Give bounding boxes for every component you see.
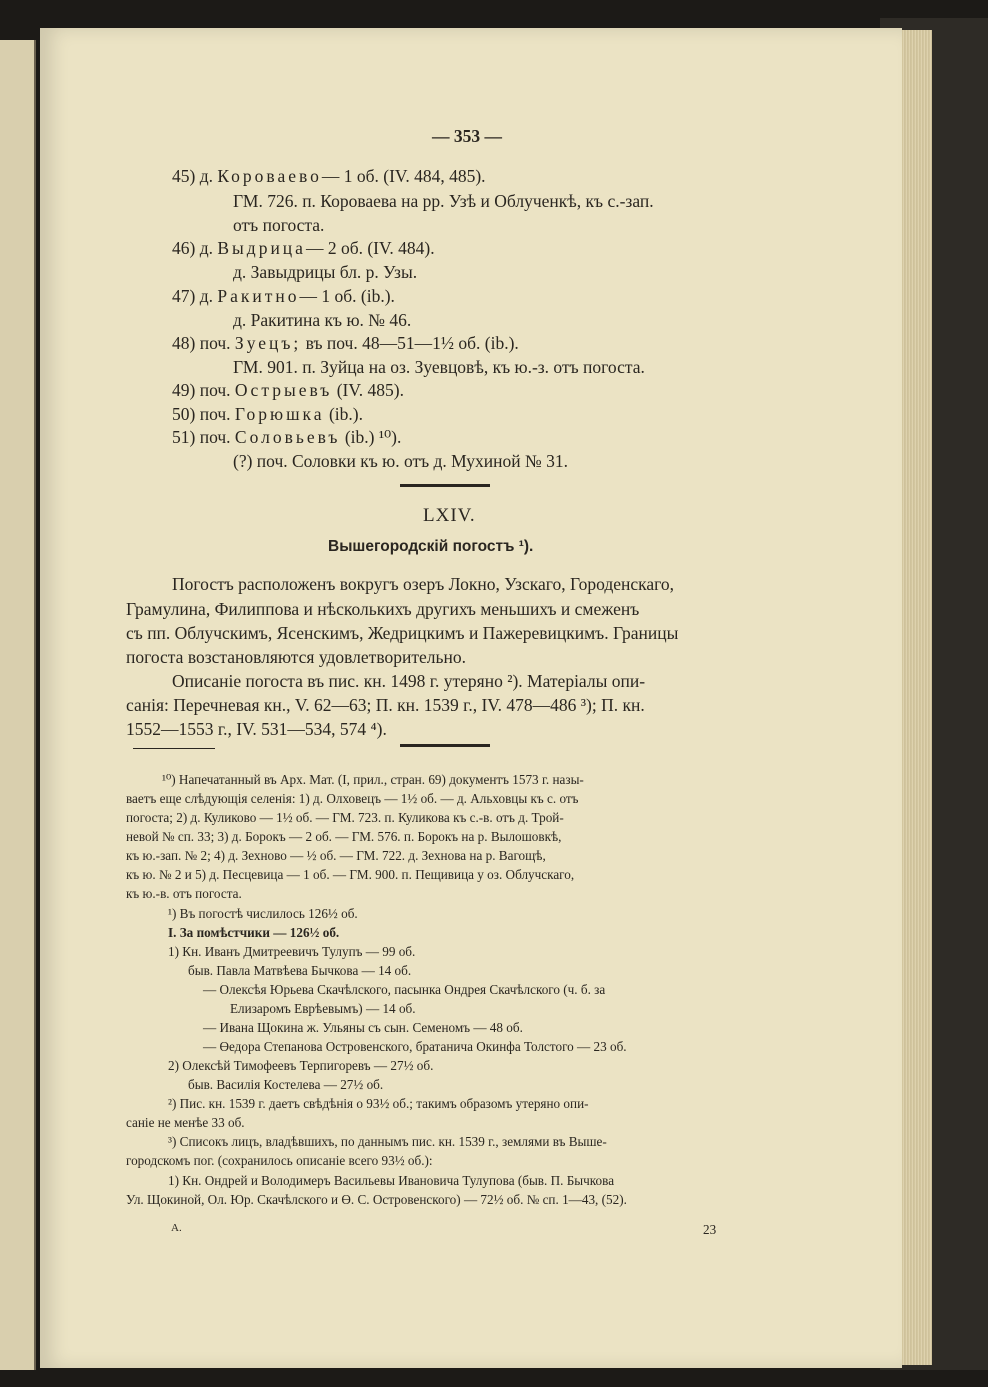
entry-48 [172, 333, 519, 354]
entry-name: Выдрица [217, 238, 306, 258]
footnote-line: I. За помѣстчики — 126½ об. [168, 925, 340, 940]
footnote-line: къ ю.-зап. № 2; 4) д. Зехново — ½ об. — ГМ. 722. д. Зехнова на р. Вагощѣ, [126, 848, 546, 863]
footnote-line: ³) Списокъ лицъ, владѣвшихъ, по даннымъ пис. кн. 1539 г., землями въ Выше- [168, 1134, 607, 1149]
footnote-line: погоста; 2) д. Куликово — 1½ об. — ГМ. 723. п. Куликова къ с.-в. отъ д. Трой- [126, 810, 564, 825]
body-line: съ пп. Облучскимъ, Ясенскимъ, Жедрицкимъ и Пажеревицкимъ. Границы [126, 623, 679, 643]
footnote-line: невой № сп. 33; 3) д. Борокъ — 2 об. — ГМ. 576. п. Борокъ на р. Вылошовкѣ, [126, 829, 562, 844]
entry-rest: — 1 об. (IV. 484, 485). [321, 166, 486, 186]
entry-name: Соловьевъ [234, 427, 341, 447]
entry-note: д. Завыдрицы бл. р. Узы. [233, 262, 418, 282]
footnote-line: саніе не менѣе 33 об. [126, 1115, 245, 1130]
entry-name: Короваево [217, 166, 322, 186]
footnote-line: 2) Олексѣй Тимофеевъ Терпигоревъ — 27½ об. [168, 1058, 434, 1073]
entry-rest: въ поч. 48—51—1½ об. (ib.). [305, 333, 519, 353]
footnote-divider [400, 744, 490, 747]
body-line: санія: Перечневая кн., V. 62—63; П. кн. 1539 г., IV. 478—486 ³); П. кн. [126, 695, 645, 715]
footnote-line: ¹⁰) Напечатанный въ Арх. Мат. (I, прил., стран. 69) документъ 1573 г. назы- [162, 772, 584, 787]
footnote-line: Ул. Щокиной, Ол. Юр. Скачѣлского и Ө. С. Островенского) — 72½ об. № сп. 1—43, (52). [126, 1192, 627, 1207]
entry-note: (?) поч. Соловки къ ю. отъ д. Мухиной № 31. [233, 451, 568, 471]
body-line: Погостъ расположенъ вокругъ озеръ Локно, Узскаго, Городенскаго, [172, 574, 674, 594]
book-page [40, 28, 902, 1368]
entry-number: 46) д. [172, 238, 213, 258]
entry-rest: — 2 об. (IV. 484). [305, 238, 435, 258]
entry-number: 45) д. [172, 166, 213, 186]
entry-name: Зуецъ; [234, 333, 302, 353]
entry-name: Острыевъ [234, 380, 333, 400]
entry-number: 48) поч. [172, 333, 231, 353]
footnote-line: Елизаромъ Еврѣевымъ) — 14 об. [230, 1001, 416, 1016]
entry-note: отъ погоста. [233, 215, 325, 235]
footnote-line: къ ю. № 2 и 5) д. Песцевица — 1 об. — ГМ. 900. п. Пещивица у оз. Облучскаго, [126, 867, 575, 882]
footnote-line: городскомъ пог. (сохранилось описаніе всего 93½ об.): [126, 1153, 433, 1168]
footnote-line: — Олексѣя Юрьева Скачѣлского, пасынка Ондрея Скачѣлского (ч. б. за [203, 982, 606, 997]
left-page-edge [0, 40, 36, 1370]
entry-name: Ракитно [217, 286, 300, 306]
entry-47 [172, 286, 395, 307]
footnote-line: 1) Кн. Ондрей и Володимеръ Васильевы Ивановича Тулупова (быв. П. Бычкова [168, 1173, 615, 1188]
footnote-line: ²) Пис. кн. 1539 г. даетъ свѣдѣнія о 93½ об.; такимъ образомъ утеряно опи- [168, 1096, 589, 1111]
section-number: LXIV. [423, 505, 476, 526]
footnote-line: къ ю.-в. отъ погоста. [126, 886, 242, 901]
footnote-line: — Ивана Щокина ж. Ульяны съ сын. Семеномъ — 48 об. [203, 1020, 523, 1035]
footnote-line: быв. Павла Матвѣева Бычкова — 14 об. [188, 963, 412, 978]
body-line: 1552—1553 г., IV. 531—534, 574 ⁴). [126, 719, 387, 739]
entry-note: ГМ. 726. п. Короваева на рр. Узѣ и Облученкѣ, къ с.-зап. [233, 191, 654, 211]
entry-number: 51) поч. [172, 427, 231, 447]
entry-46 [172, 238, 435, 259]
section-divider [400, 484, 490, 487]
entry-note: д. Ракитина къ ю. № 46. [233, 310, 412, 330]
footnote-line: — Өедора Степанова Островенского, братанича Окинфа Толстого — 23 об. [203, 1039, 627, 1054]
entry-number: 47) д. [172, 286, 213, 306]
footnote-separator [133, 748, 215, 749]
entry-45 [172, 166, 486, 187]
footnote-line: быв. Василія Костелева — 27½ об. [188, 1077, 384, 1092]
entry-rest: (IV. 485). [336, 380, 404, 400]
entry-number: 49) поч. [172, 380, 231, 400]
body-line: Описаніе погоста въ пис. кн. 1498 г. утеряно ²). Матеріалы опи- [172, 671, 646, 691]
entry-50 [172, 404, 363, 425]
entry-name: Горюшка [234, 404, 325, 424]
entry-rest: (ib.) ¹⁰). [344, 427, 402, 447]
signature-mark: А. [171, 1222, 182, 1234]
entry-49 [172, 380, 404, 401]
footnote-line: 1) Кн. Иванъ Дмитреевичъ Тулупъ — 99 об. [168, 944, 416, 959]
entry-rest: (ib.). [328, 404, 363, 424]
body-line: погоста возстановляются удовлетворительно. [126, 647, 466, 667]
page-number: — 353 — [432, 126, 502, 146]
entry-note: ГМ. 901. п. Зуйца на оз. Зуевцовѣ, къ ю.-з. отъ погоста. [233, 357, 645, 377]
sheet-number: 23 [703, 1222, 717, 1237]
section-title: Вышегородскій погостъ ¹). [328, 538, 534, 555]
body-line: Грамулина, Филиппова и нѣсколькихъ другихъ меньшихъ и смеженъ [126, 599, 640, 619]
entry-rest: — 1 об. (ib.). [299, 286, 395, 306]
footnote-line: ¹) Въ погостѣ числилось 126½ об. [168, 906, 358, 921]
footnote-line: ваетъ еще слѣдующія селенія: 1) д. Олховецъ — 1½ об. — д. Альховцы къ с. отъ [126, 791, 579, 806]
entry-51 [172, 427, 401, 448]
entry-number: 50) поч. [172, 404, 231, 424]
